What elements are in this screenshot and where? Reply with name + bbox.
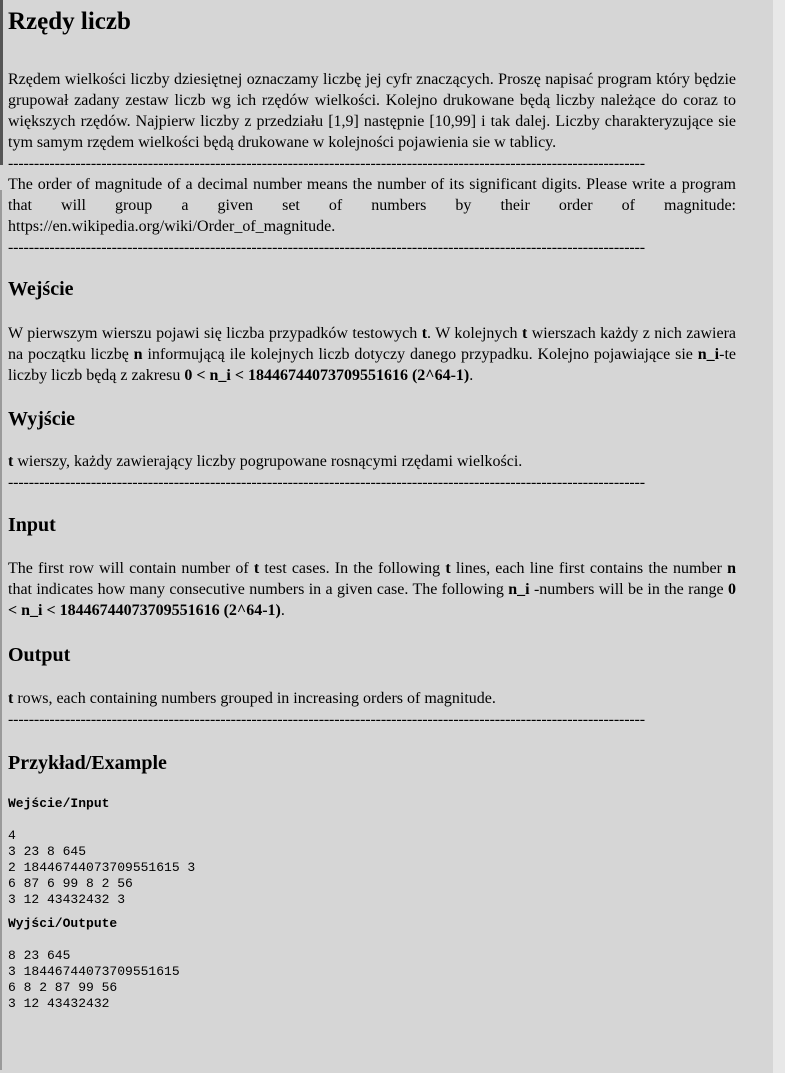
- example-output-line: 8 23 645: [8, 948, 71, 963]
- example-input-line: 3 23 8 645: [8, 844, 87, 859]
- separator: ---------------------------------------------------------------------------------------------------------------------------: [8, 711, 645, 728]
- example-input-line: 2 18446744073709551615 3: [8, 860, 196, 875]
- separator: ---------------------------------------------------------------------------------------------------------------------------: [8, 155, 645, 172]
- wejscie-text: W pierwszym wierszu pojawi się liczba przypadków testowych t. W kolejnych t wierszach każdy z nich zawiera na początku liczbę n informującą ile kolejnych liczb dotyczy danego przypadku. Kolejno pojawiające sie n_i-te liczby liczb będą z zakresu 0 < n_i < 18446744073709551616 (2^64-1).: [8, 325, 737, 384]
- section-heading-wyjscie: Wyjście: [8, 408, 76, 430]
- output-text: t rows, each containing numbers grouped in increasing orders of magnitude.: [8, 690, 496, 707]
- example-output-label: Wyjści/Outpute: [8, 916, 118, 931]
- intro-english: The order of magnitude of a decimal number means the number of its significant digits. Please write a program that will group a given set of numbers by their order of magnitude: https://en.wikipedia.org/wiki/Order_of_magnitude.: [8, 176, 736, 235]
- section-heading-example: Przykład/Example: [8, 752, 167, 774]
- left-edge-shadow: [0, 0, 3, 165]
- example-input-line: 6 87 6 99 8 2 56: [8, 876, 133, 891]
- example-output-line: 6 8 2 87 99 56: [8, 980, 118, 995]
- example-input-label: Wejście/Input: [8, 796, 110, 811]
- example-input-block: [8, 828, 736, 908]
- separator: ---------------------------------------------------------------------------------------------------------------------------: [8, 239, 645, 256]
- separator: ---------------------------------------------------------------------------------------------------------------------------: [8, 474, 645, 491]
- section-heading-wejscie: Wejście: [8, 278, 74, 300]
- example-output-line: 3 12 43432432: [8, 996, 110, 1011]
- right-margin: [773, 0, 785, 1073]
- left-edge-line: [0, 190, 2, 1070]
- example-output-line: 3 18446744073709551615: [8, 964, 180, 979]
- section-heading-output: Output: [8, 644, 71, 666]
- example-output-block: [8, 948, 736, 1012]
- wyjscie-text: t wierszy, każdy zawierający liczby pogrupowane rosnącymi rzędami wielkości.: [8, 453, 523, 470]
- intro-polish: Rzędem wielkości liczby dziesiętnej oznaczamy liczbę jej cyfr znaczących. Proszę napisać program który będzie grupował zadany zestaw liczb wg ich rzędów wielkości. Kolejno drukowane będą liczby należące do coraz to większych rzędów. Najpierw liczby z przedziału [1,9] następnie [10,99] i tak dalej. Liczby charakteryzujące sie tym samym rzędem wielkości będą drukowane w kolejności pojawienia sie w tablicy.: [8, 71, 736, 151]
- page-title: Rzędy liczb: [8, 8, 131, 35]
- input-text: The first row will contain number of t test cases. In the following t lines, each line first contains the number n that indicates how many consecutive numbers in a given case. The following n_i -numbers will be in the range 0 < n_i < 18446744073709551616 (2^64-1).: [8, 560, 737, 619]
- problem-statement: [8, 0, 736, 1012]
- example-input-line: 4: [8, 828, 16, 843]
- section-heading-input: Input: [8, 514, 56, 536]
- example-input-line: 3 12 43432432 3: [8, 892, 126, 907]
